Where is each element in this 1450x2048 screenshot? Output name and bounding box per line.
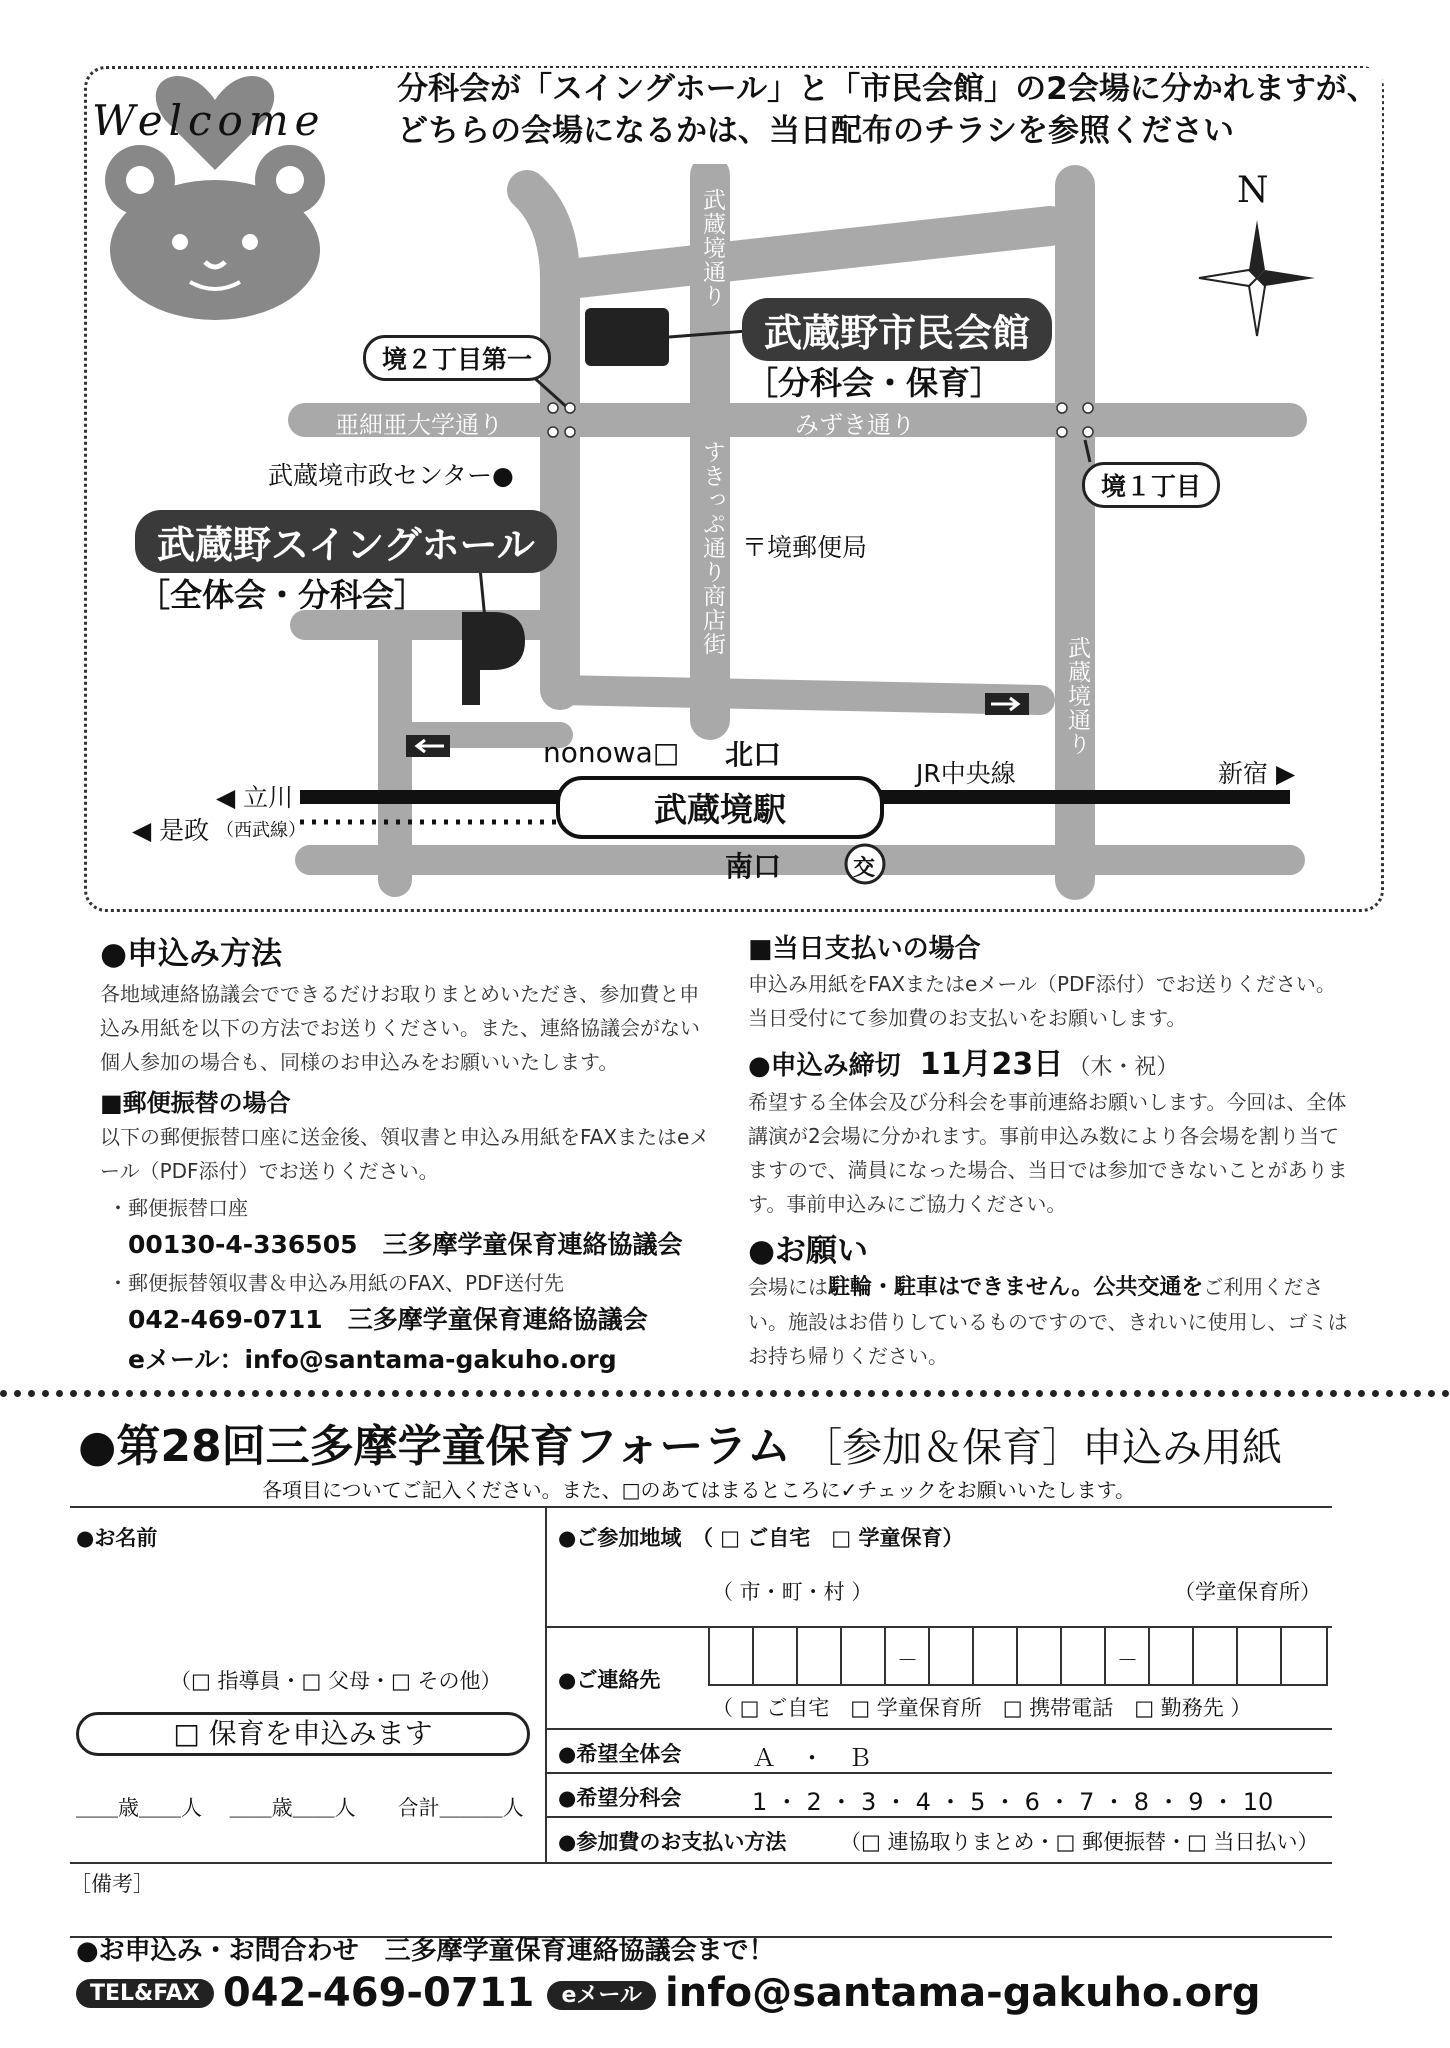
name-input[interactable] — [92, 1550, 522, 1650]
north-label: N — [1237, 170, 1269, 211]
intersection-sakai2: 境２丁目第一 — [363, 335, 551, 381]
north-exit-label: 北口 — [725, 738, 782, 771]
jr-line-label: JR中央線 — [916, 759, 1016, 788]
info-left-column — [100, 928, 710, 1376]
cut-line — [0, 1390, 1450, 1397]
road-label-mizuki: みずき通り — [795, 411, 915, 439]
apply-title: ●申込み方法 — [100, 936, 283, 972]
request-body — [748, 1270, 1348, 1373]
swing-hall-building — [462, 612, 525, 705]
contact-label: ●ご連絡先 — [558, 1668, 661, 1692]
area-label[interactable]: ●ご参加地域 （ □ ご自宅 □ 学童保育） — [558, 1526, 964, 1550]
plenary-options[interactable]: Ａ ・ Ｂ — [752, 1744, 872, 1772]
kaikan-label: 武蔵野市民会館 — [742, 298, 1052, 361]
kaikan-building — [585, 308, 669, 366]
seibu-line-label: （西武線） — [216, 820, 306, 841]
intersection-sakai1: 境１丁目 — [1082, 462, 1220, 508]
payment-options[interactable]: （□ 連協取りまとめ・□ 郵便振替・□ 当日払い） — [840, 1830, 1319, 1854]
road-label-sukippu: すきっぷ通り商店街 — [699, 440, 725, 656]
request-title: ●お願い — [748, 1233, 869, 1269]
area-gakudo-label: （学童保育所） — [1174, 1580, 1321, 1604]
note-box — [372, 68, 1382, 164]
name-label: ●お名前 — [76, 1526, 158, 1550]
post-office-label: 〒境郵便局 — [742, 533, 868, 562]
account-value: 00130-4-336505 三多摩学童保育連絡協議会 — [128, 1230, 683, 1259]
note-line-1: 分科会が「スイングホール」と「市民会館」の2会場に分かれますが、 — [397, 71, 1378, 107]
info-right-column — [748, 928, 1348, 1373]
deadline-day: （木・祝） — [1068, 1055, 1179, 1080]
area-city-label: （ 市・町・村 ） — [712, 1580, 873, 1604]
deadline-body: 希望する全体会及び分科会を事前連絡お願いします。今回は、全体講演が2会場に分かれます。事前申込み数により各会場を割り当てますので、満員になった場合、当日では参加できないことがあります。事前申込みにご協力ください。 — [748, 1090, 1348, 1216]
deadline-row — [748, 1039, 1348, 1083]
station-label: 武蔵境駅 — [556, 776, 884, 839]
childcare-checkbox[interactable]: □ 保育を申込みます — [76, 1712, 530, 1756]
city-center-label: 武蔵境市政センター● — [268, 461, 514, 490]
inquiry-text: ●お申込み・お問合わせ 三多摩学童保育連絡協議会まで！ — [76, 1936, 775, 1966]
telfax-tag: TEL&FAX — [76, 1979, 214, 2008]
form-title-main: ●第28回三多摩学童保育フォーラム — [78, 1421, 791, 1472]
fax-label: ・郵便振替領収書＆申込み用紙のFAX、PDF送付先 — [108, 1271, 565, 1295]
compass-icon — [1199, 220, 1315, 336]
form-instructions: 各項目についてご記入ください。また、□のあてはまるところに✓チェックをお願いいたします。 — [262, 1478, 1136, 1502]
road-label-musashisakai: 武蔵境通り — [699, 188, 725, 308]
apply-body: 各地域連絡協議会でできるだけお取りまとめいただき、参加費と申込み用紙を以下の方法でお送りください。また、連絡協議会がない個人参加の場合も、同様のお申込みをお願いいたします。 — [100, 982, 700, 1074]
age-line[interactable]: ＿＿歳＿＿人 ＿＿歳＿＿人 合計＿＿＿人 — [76, 1796, 524, 1820]
subsession-options[interactable]: 1 ・ 2 ・ 3 ・ 4 ・ 5 ・ 6 ・ 7 ・ 8 ・ 9 ・ 10 — [752, 1788, 1274, 1816]
phone-number-boxes[interactable] — [708, 1626, 1328, 1686]
oneway-arrow-east — [985, 693, 1029, 715]
tachikawa-label: ◀ 立川 — [216, 783, 294, 812]
account-label: ・郵便振替口座 — [108, 1196, 248, 1220]
plenary-label: ●希望全体会 — [558, 1742, 682, 1766]
deadline-date: 11月23日 — [919, 1047, 1064, 1082]
role-options[interactable]: （□ 指導員・□ 父母・□ その他） — [170, 1669, 502, 1693]
phone-number[interactable]: 042-469-0711 — [222, 1970, 535, 2016]
remarks-label: ［備考］ — [70, 1872, 154, 1896]
road-label-musashisakai-2: 武蔵境通り — [1064, 636, 1090, 756]
note-line-2: どちらの会場になるかは、当日配布のチラシを参照ください — [397, 113, 1234, 149]
phone-dash-1: － — [897, 1648, 918, 1672]
email-tag: eメール — [547, 1981, 655, 2010]
form-title-sub: ［参加＆保育］申込み用紙 — [802, 1425, 1283, 1471]
postal-title: ■郵便振替の場合 — [100, 1089, 291, 1117]
sameday-body: 申込み用紙をFAXまたはeメール（PDF添付）でお送りください。当日受付にて参加費のお支払いをお願いします。 — [748, 972, 1336, 1030]
swing-hall-label: 武蔵野スイングホール — [135, 510, 557, 573]
road-north — [560, 226, 1050, 280]
sameday-title: ■当日支払いの場合 — [748, 934, 981, 964]
payment-label: ●参加費のお支払い方法 — [558, 1830, 787, 1854]
koremasa-label: ◀ 是政 — [132, 816, 210, 845]
road-south-connect — [560, 690, 1040, 700]
request-pre: 会場には — [748, 1275, 828, 1299]
postal-body: 以下の郵便振替口座に送金後、領収書と申込み用紙をFAXまたはeメール（PDF添付）でお送りください。 — [100, 1125, 710, 1183]
phone-dash-2: － — [1117, 1648, 1138, 1672]
contact-options[interactable]: （ □ ご自宅 □ 学童保育所 □ 携帯電話 □ 勤務先 ） — [712, 1696, 1252, 1720]
swing-hall-sublabel: ［全体会・分科会］ — [138, 576, 427, 614]
south-exit-label: 南口 — [725, 850, 782, 883]
deadline-title: ●申込み締切 — [748, 1051, 901, 1081]
nonowa-label: nonowa□ — [543, 736, 680, 769]
fax-value: 042-469-0711 三多摩学童保育連絡協議会 — [128, 1305, 648, 1334]
remarks-input[interactable] — [70, 1900, 1332, 1934]
email-address[interactable]: info@santama-gakuho.org — [665, 1970, 1261, 2016]
contact-row — [76, 1970, 1260, 2016]
koban-label: 交 — [853, 856, 876, 881]
kaikan-sublabel: ［分科会・保育］ — [746, 364, 1003, 402]
subsession-label: ●希望分科会 — [558, 1786, 682, 1810]
request-bold: 駐輪・駐車はできません。公共交通を — [828, 1275, 1204, 1300]
oneway-arrow-west — [406, 735, 450, 757]
welcome-text: Welcome — [92, 96, 326, 145]
form-title-row — [78, 1410, 1282, 1474]
email-value: eメール：info@santama-gakuho.org — [128, 1345, 617, 1374]
shinjuku-label: 新宿 ▶ — [1218, 759, 1296, 788]
road-label-asia: 亜細亜大学通り — [335, 411, 503, 439]
request-post: ご利用ください。施設はお借りしているものですので、きれいに使用し、ゴミはお持ち帰りください。 — [748, 1275, 1348, 1368]
